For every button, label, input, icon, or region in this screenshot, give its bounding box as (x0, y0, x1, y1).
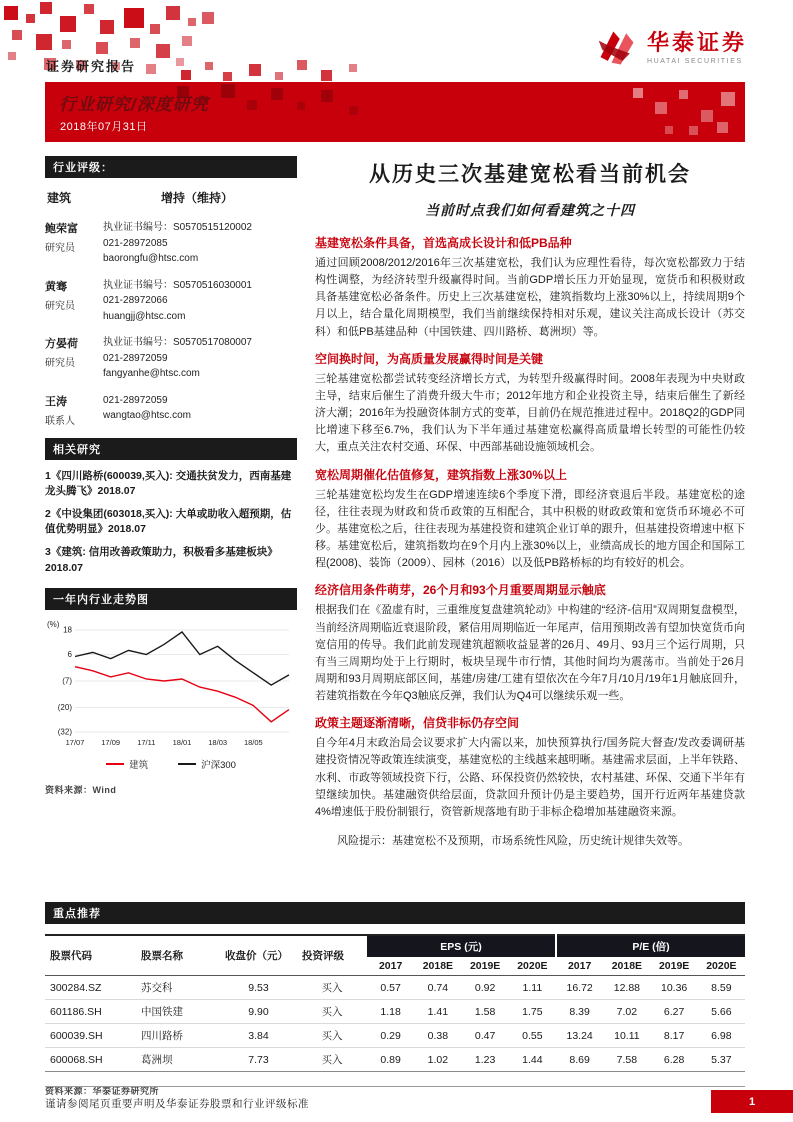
table-row (45, 1000, 745, 1024)
eps-value: 0.47 (462, 1024, 509, 1048)
analyst-email: huangjj@htsc.com (103, 310, 186, 322)
stock-name: 中国铁建 (136, 1000, 220, 1024)
trend-chart-header: 一年内行业走势图 (45, 588, 297, 610)
banner-pixel-decoration-right (625, 82, 745, 142)
pe-value: 5.66 (698, 1000, 745, 1024)
stock-name: 苏交科 (136, 976, 220, 1000)
industry-rating: 增持（维持） (161, 191, 234, 205)
pe-value: 8.39 (556, 1000, 603, 1024)
category-banner (45, 82, 745, 142)
col-header-rating: 投资评级 (297, 935, 367, 976)
eps-value: 1.41 (414, 1000, 461, 1024)
rating: 买入 (297, 1048, 367, 1072)
pe-value: 12.88 (603, 976, 650, 1000)
svg-text:18/03: 18/03 (208, 737, 228, 747)
page-subtitle: 当前时点我们如何看建筑之十四 (425, 202, 635, 218)
industry-name: 建筑 (47, 191, 72, 205)
footer-divider (45, 1086, 745, 1087)
eps-value: 0.29 (367, 1024, 414, 1048)
section-body: 三轮基建宽松均发生在GDP增速连续6个季度下滑，即经济衰退后半段。基建宽松的途径，往往表现为财政和货币政策的互相配合，其中积极的财政政策和宽货币环境必不可少。基建宽松之后，往往表现为基建投资和建筑企业订单的跟升，但基建投资增速中枢下移。基建宽松后，建筑指数均在9个月内上涨30%以上，业绩高成长的地方国企和国际工程(2008)、装饰（2009）、园林（2016）以及低PB路桥标的均有较好的机会。 (315, 488, 745, 570)
brand-block (595, 26, 747, 70)
analyst-phone: 021-28972059 (103, 352, 168, 364)
analyst-role: 研究员 (45, 300, 75, 312)
pe-value: 6.28 (651, 1048, 698, 1072)
close-price: 9.53 (220, 976, 297, 1000)
section-heading: 政策主题逐渐清晰，信贷非标仍存空间 (315, 716, 520, 731)
report-section (315, 466, 745, 573)
col-header-close-price: 收盘价（元） (220, 935, 297, 976)
chart-source-note: 资料来源：Wind (45, 784, 117, 795)
analyst-cert: 执业证书编号：S0570517080007 (103, 337, 252, 348)
section-heading: 空间换时间，为高质量发展赢得时间是关键 (315, 351, 544, 366)
banner-pixel-decoration-above (175, 58, 385, 82)
analyst-name: 黄骞 (45, 280, 67, 293)
section-body: 三轮基建宽松都尝试转变经济增长方式，为转型升级赢得时间。2008年表现为中央财政主导，结束后催生了消费升级大牛市；2012年地方和企业投资主导，结束后催生了新经济大潮；2016年为投融资体制方式的变革，目前仍在规范推进过程中。2018Q2的GDP同比增速下移至6.7%，我们认为下半年通过基建宽松赢得高质量增长转型的可能性仍较大，重点关注农村交通、环保、中西部基础设施领域机会。 (315, 372, 745, 454)
analyst-name: 鲍荣富 (45, 223, 78, 235)
pe-value: 8.69 (556, 1048, 603, 1072)
close-price: 9.90 (220, 1000, 297, 1024)
svg-text:17/09: 17/09 (101, 737, 121, 747)
analyst-entry (45, 220, 297, 267)
banner-category: 行业研究/深度研究 (59, 95, 209, 114)
section-body: 自今年4月末政治局会议要求扩大内需以来，加快预算执行/国务院大督查/发改委调研基建投资情况等政策连续演变，基建宽松的主线越来越明晰。基建需求层面，上半年铁路、水利、市政等领域投资下行，公路、环保投资仍然较快，农村基建、环保、交通下半年有望继续加快。基建融资供给层面，贷款回升预计仍是主要趋势，国开行近两年基建贷款4%增速低于股份制银行，资管新规落地有助于非标企稳增加基建融资来源。 (315, 737, 745, 818)
pe-value: 8.59 (698, 976, 745, 1000)
chart-legend (45, 757, 297, 771)
report-section (315, 581, 745, 705)
stock-code: 600068.SH (45, 1048, 136, 1072)
report-section (315, 714, 745, 821)
eps-value: 1.58 (462, 1000, 509, 1024)
col-header-stock-name: 股票名称 (136, 935, 220, 976)
brand-name-cn: 华泰证券 (646, 30, 747, 56)
eps-value: 0.92 (462, 976, 509, 1000)
pe-value: 13.24 (556, 1024, 603, 1048)
year-header: 2020E (698, 957, 745, 976)
analyst-phone: 021-28972066 (103, 295, 168, 306)
analyst-phone: 021-28972085 (103, 237, 168, 249)
pe-value: 7.02 (603, 1000, 650, 1024)
trend-chart-canvas (45, 618, 297, 750)
eps-value: 0.38 (414, 1024, 461, 1048)
analyst-name: 王涛 (45, 395, 67, 408)
pe-value: 6.98 (698, 1024, 745, 1048)
legend-label: 建筑 (129, 759, 149, 771)
close-price: 3.84 (220, 1024, 297, 1048)
analyst-entry (45, 278, 297, 325)
legend-label: 沪深300 (201, 759, 236, 771)
analyst-phone: 021-28972059 (103, 394, 168, 406)
eps-value: 1.23 (462, 1048, 509, 1072)
industry-trend-chart (45, 618, 297, 771)
svg-text:17/07: 17/07 (65, 737, 85, 747)
footer-disclaimer: 谨请参阅尾页重要声明及华泰证券股票和行业评级标准 (45, 1098, 309, 1110)
svg-text:(7): (7) (62, 676, 72, 686)
rating-row (45, 178, 297, 220)
pe-value: 10.36 (651, 976, 698, 1000)
eps-value: 1.02 (414, 1048, 461, 1072)
svg-text:(32): (32) (57, 727, 72, 737)
page-number-badge: 1 (711, 1090, 793, 1113)
main-column (315, 156, 745, 850)
rating: 买入 (297, 1024, 367, 1048)
sidebar (45, 156, 297, 850)
eps-value: 1.18 (367, 1000, 414, 1024)
pe-value: 16.72 (556, 976, 603, 1000)
legend-item-construction (106, 757, 148, 771)
analyst-email: fangyanhe@htsc.com (103, 368, 200, 379)
pe-value: 5.37 (698, 1048, 745, 1072)
recommendations-table (45, 934, 745, 1072)
section-heading: 基建宽松条件具备，首选高成长设计和低PB品种 (315, 236, 572, 250)
pe-value: 10.11 (603, 1024, 650, 1048)
analyst-cert: 执业证书编号：S0570515120002 (103, 222, 252, 233)
col-group-eps: EPS (元) (367, 935, 556, 957)
col-header-stock-code: 股票代码 (45, 935, 136, 976)
page-title: 从历史三次基建宽松看当前机会 (369, 163, 691, 186)
analyst-entry (45, 335, 297, 382)
year-header: 2019E (651, 957, 698, 976)
eps-value: 0.55 (509, 1024, 556, 1048)
analyst-role: 研究员 (45, 243, 75, 254)
risk-warning: 风险提示：基建宽松不及预期，市场系统性风险，历史统计规律失效等。 (337, 835, 689, 848)
eps-value: 0.57 (367, 976, 414, 1000)
content-columns (45, 156, 745, 850)
analyst-name: 方晏荷 (45, 338, 78, 350)
rating-section-header: 行业评级： (45, 156, 297, 178)
legend-line-black-icon (178, 763, 196, 765)
stock-code: 601186.SH (45, 1000, 136, 1024)
related-research-item: 1《四川路桥(600039,买入): 交通扶贫发力，西南基建龙头腾飞》2018.07 (45, 469, 292, 497)
stock-code: 300284.SZ (45, 976, 136, 1000)
year-header: 2018E (414, 957, 461, 976)
svg-text:17/11: 17/11 (137, 737, 156, 747)
related-research-item: 3《建筑: 信用改善政策助力，积极看多基建板块》2018.07 (45, 546, 278, 574)
analyst-role: 研究员 (45, 358, 75, 369)
year-header: 2018E (603, 957, 650, 976)
section-body: 根据我们在《盈虚有时，三重维度复盘建筑轮动》中构建的“经济-信用”双周期复盘模型，当前经济周期临近衰退阶段，紧信用周期临近一年尾声，信用预期改善有望加快宽货币向宽信用的传导。我们此前发现建筑超额收益显著的26月、49月、93月三个运行周期，只有当三周期均处于上行期时，板块呈现牛市行情，其他时间均为震荡市。当前处于26月周期和93月周期底部区间，基建/房建/工建有望依次在今年7月/10月/19年1月触底回升，若建筑指数在今年Q3触底反弹，我们认为Q4可以继续乐观一些。 (315, 604, 745, 703)
section-heading: 宽松周期催化估值修复，建筑指数上涨30%以上 (315, 467, 568, 482)
banner-date: 2018年07月31日 (60, 121, 148, 133)
year-header: 2017 (556, 957, 603, 976)
table-row (45, 1024, 745, 1048)
brand-name-en: HUATAI SECURITIES (646, 57, 743, 65)
svg-text:18: 18 (63, 625, 72, 635)
eps-value: 1.75 (509, 1000, 556, 1024)
huatai-logo-icon (595, 26, 639, 70)
table-source-note: 资料来源：华泰证券研究所 (45, 1086, 160, 1096)
rating: 买入 (297, 976, 367, 1000)
report-type-label: 证券研究报告 (46, 59, 137, 74)
related-research-item: 2《中设集团(603018,买入): 大单或助收入超预期，估值优势明显》2018.07 (45, 507, 292, 536)
section-heading: 经济信用条件萌芽，26个月和93个月重要周期显示触底 (315, 583, 606, 598)
analyst-email: wangtao@htsc.com (103, 410, 191, 421)
eps-value: 1.44 (509, 1048, 556, 1072)
svg-text:18/01: 18/01 (172, 737, 192, 747)
legend-item-hs300 (178, 757, 236, 771)
pe-value: 7.58 (603, 1048, 650, 1072)
related-research-list (45, 469, 297, 576)
year-header: 2020E (509, 957, 556, 976)
report-section (315, 350, 745, 457)
pe-value: 8.17 (651, 1024, 698, 1048)
svg-text:6: 6 (67, 649, 72, 659)
svg-text:18/05: 18/05 (243, 737, 263, 747)
table-row (45, 976, 745, 1000)
recommendations-header: 重点推荐 (45, 902, 745, 924)
stock-code: 600039.SH (45, 1024, 136, 1048)
legend-line-red-icon (106, 763, 124, 765)
table-row (45, 1048, 745, 1072)
analyst-email: baorongfu@htsc.com (103, 253, 199, 264)
analyst-entry (45, 393, 297, 427)
rating: 买入 (297, 1000, 367, 1024)
year-header: 2017 (367, 957, 414, 976)
svg-text:(20): (20) (57, 702, 72, 712)
close-price: 7.73 (220, 1048, 297, 1072)
year-header: 2019E (462, 957, 509, 976)
recommendations-section (45, 902, 745, 1097)
col-group-pe: P/E (倍) (556, 935, 745, 957)
eps-value: 0.74 (414, 976, 461, 1000)
report-section (315, 234, 745, 341)
related-research-header: 相关研究 (45, 438, 297, 460)
stock-name: 四川路桥 (136, 1024, 220, 1048)
analyst-role: 联系人 (45, 415, 75, 427)
section-body: 通过回顾2008/2012/2016年三次基建宽松，我们认为应理性看待，每次宽松都致力于结构性调整，为经济转型升级赢得时间。当前GDP增长压力开始显现，宽货币和积极财政具备基建宽松必备条件。历史上三次基建宽松，建筑指数均上涨30%以上，持续周期9个月以上，结合量化周期模型，我们当前继续保持相对乐观，建议关注高成长设计（苏交科）和低PB基建品种（中国铁建、四川路桥、葛洲坝）等。 (315, 257, 745, 338)
svg-text:(%): (%) (47, 619, 60, 629)
eps-value: 1.11 (509, 976, 556, 1000)
pe-value: 6.27 (651, 1000, 698, 1024)
eps-value: 0.89 (367, 1048, 414, 1072)
stock-name: 葛洲坝 (136, 1048, 220, 1072)
analyst-cert: 执业证书编号：S0570516030001 (103, 279, 252, 291)
